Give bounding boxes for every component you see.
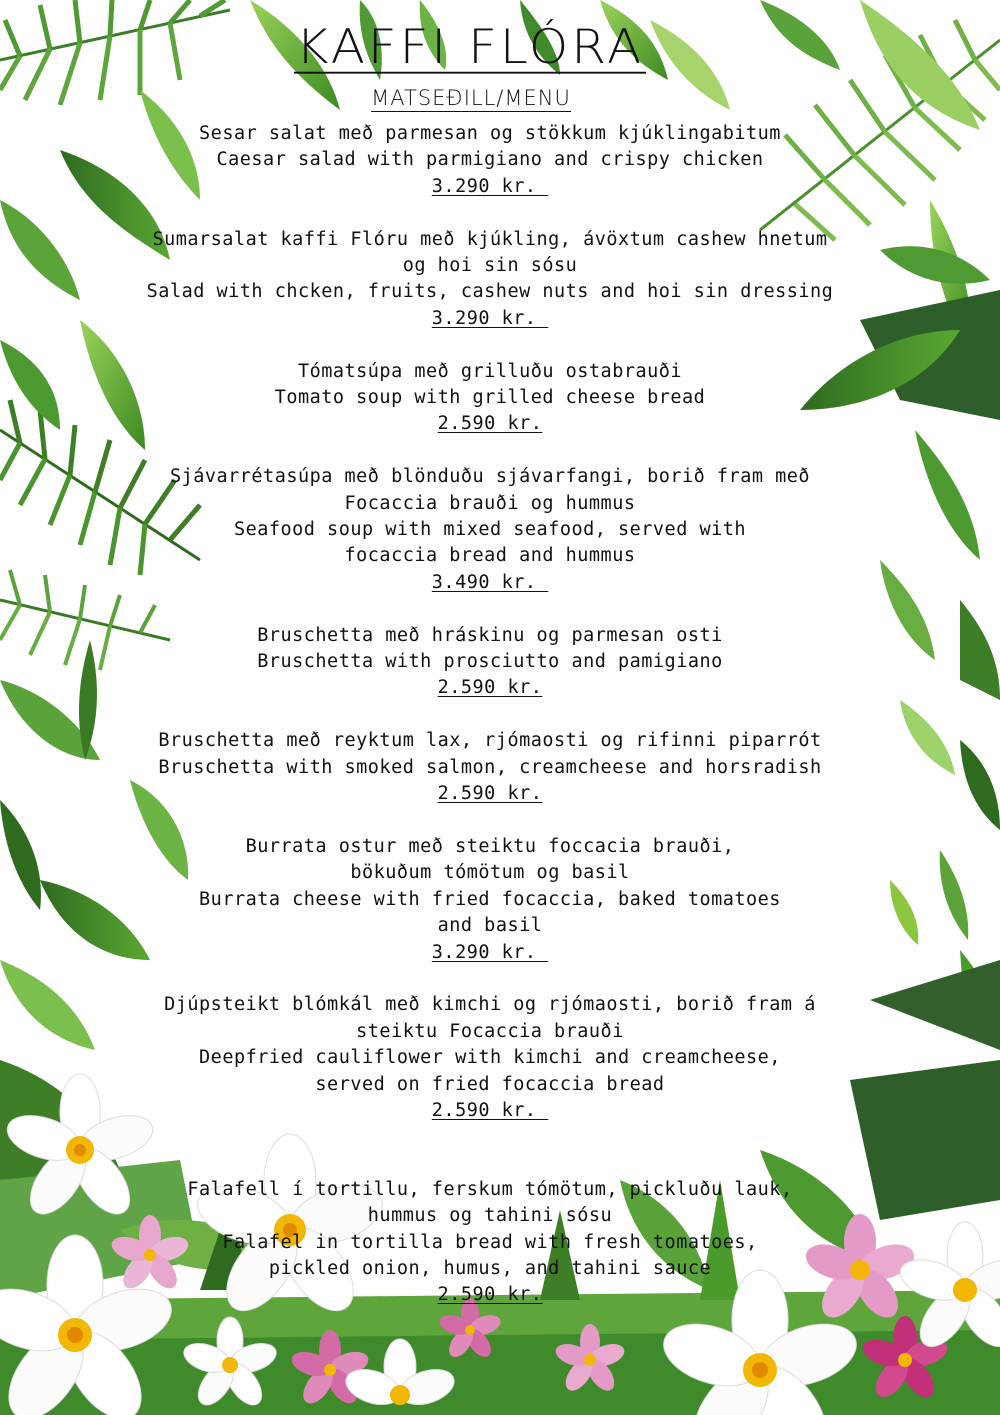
restaurant-title-text: KAFFI FLÓRA [295, 19, 645, 75]
menu-item-description: Seafood soup with mixed seafood, served with [233, 519, 747, 541]
menu-item-description: Tómatsúpa með grilluðu ostabrauði [297, 360, 683, 382]
menu-item-price: 3.290 kr. [431, 941, 549, 963]
menu-item-description: Burrata cheese with fried focaccia, baked tomatoes [199, 888, 781, 910]
menu-item-description: Bruschetta with smoked salmon, creamcheese and horsradish [158, 756, 822, 778]
menu-item-description: Sumarsalat kaffi Flóru með kjúkling, ávöxtum cashew hnetum [152, 228, 828, 250]
menu-item-price: 2.590 kr. [437, 413, 543, 435]
menu-item-price: 3.290 kr. [431, 175, 549, 197]
menu-subtitle [0, 86, 942, 110]
menu-item-price: 3.490 kr. [431, 571, 549, 593]
menu-item-description: Sjávarrétasúpa með blönduðu sjávarfangi, borið fram með [169, 466, 811, 488]
menu-subtitle-text: MATSEÐILL/MENU [371, 86, 571, 110]
menu-item [100, 728, 880, 807]
menu-item-description: hummus og tahini sósu [367, 1205, 613, 1227]
menu-item [100, 623, 880, 702]
menu-item [100, 834, 880, 966]
menu-item-price: 2.590 kr. [431, 1099, 549, 1121]
menu-item [100, 227, 880, 333]
spacer [100, 1151, 880, 1177]
menu-item-price: 2.590 kr. [437, 1284, 543, 1306]
menu-item-description: Bruschetta með reyktum lax, rjómaosti og rifinni piparrót [158, 730, 822, 752]
menu-item-description: Caesar salad with parmigiano and crispy chicken [216, 149, 764, 171]
menu-item-price: 2.590 kr. [437, 783, 543, 805]
menu-item-description: pickled onion, humus, and tahini sauce [268, 1257, 712, 1279]
restaurant-title [0, 18, 940, 76]
menu-item-description: focaccia bread and hummus [344, 545, 636, 567]
menu-item-description: Sesar salat með parmesan og stökkum kjúklingabitum [199, 123, 781, 144]
menu-item [100, 359, 880, 438]
menu-item-description: Deepfried cauliflower with kimchi and creamcheese, [199, 1047, 781, 1069]
menu-item-description: and basil [437, 915, 543, 937]
menu-item-description: og hoi sin sósu [402, 255, 578, 277]
menu-item-description: Falafel in tortilla bread with fresh tomatoes, [222, 1231, 758, 1253]
menu-list [100, 121, 880, 1335]
menu-item [100, 464, 880, 596]
menu-item-description: Focaccia brauði og hummus [344, 492, 636, 514]
menu-item-description: Salad with chcken, fruits, cashew nuts and hoi sin dressing [146, 281, 834, 303]
menu-item-description: served on fried focaccia bread [315, 1073, 665, 1095]
menu-item [100, 1177, 880, 1309]
menu-item-description: Bruschetta með hráskinu og parmesan osti [257, 624, 723, 646]
menu-item-description: Bruschetta with prosciutto and pamigiano [257, 651, 723, 673]
menu-item-description: Burrata ostur með steiktu foccacia brauði, [245, 835, 735, 857]
menu-item-price: 3.290 kr. [431, 307, 549, 329]
menu-item [100, 121, 880, 200]
menu-item-description: steiktu Focaccia brauði [356, 1020, 624, 1042]
menu-item-price: 2.590 kr. [437, 677, 543, 699]
menu-item [100, 992, 880, 1124]
menu-item-description: Falafell í tortillu, ferskum tómötum, pickluðu lauk, [187, 1178, 793, 1200]
menu-item-description: bökuðum tómötum og basil [350, 862, 630, 884]
menu-item-description: Djúpsteikt blómkál með kimchi og rjómaosti, borið fram á [164, 994, 816, 1016]
menu-item-description: Tomato soup with grilled cheese bread [274, 387, 706, 409]
